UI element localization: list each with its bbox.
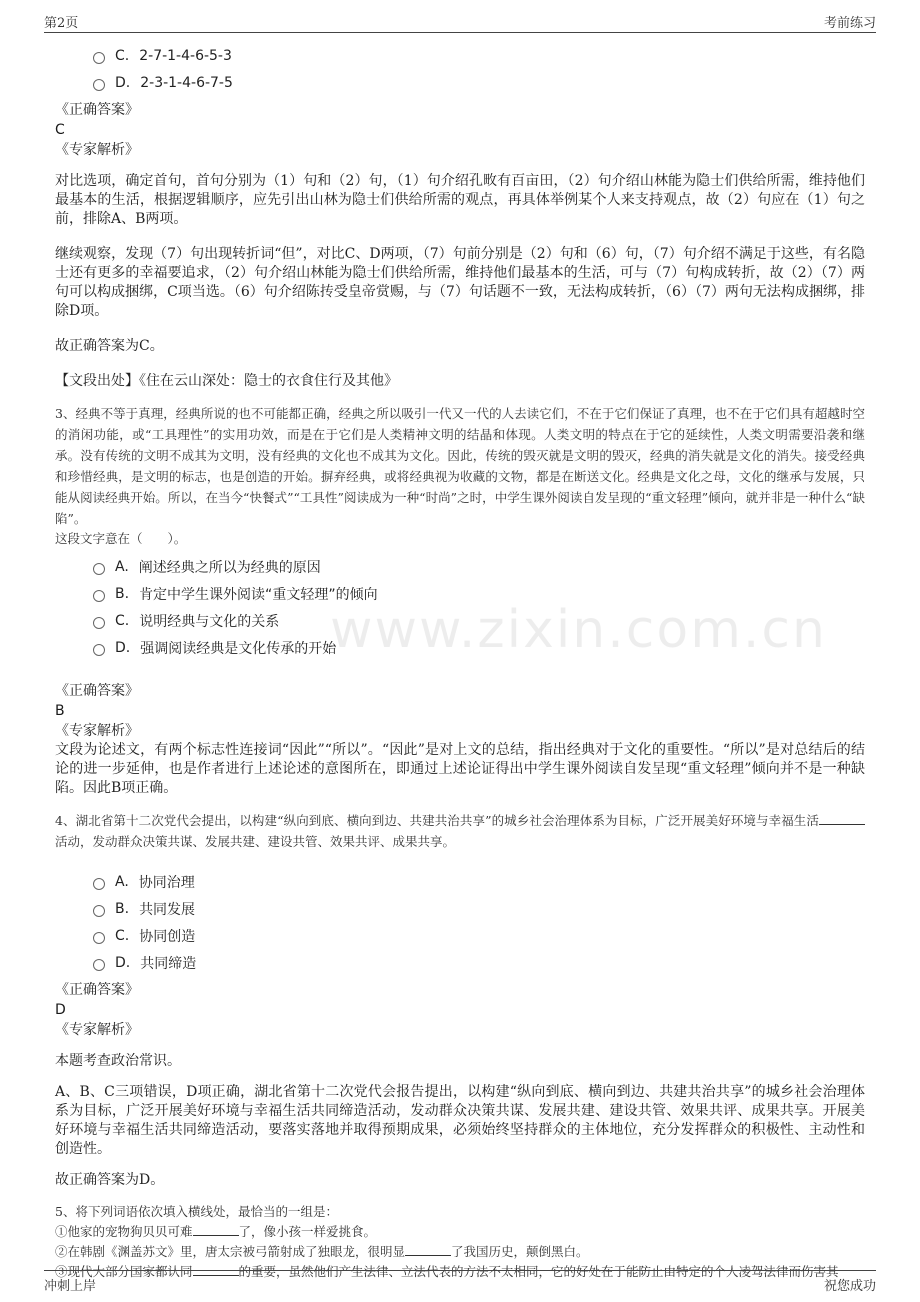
q5-line-3: ③现代大部分国家都认同 的重要，虽然他们产生法律、立法代表的方法不太相同，它的好处在于能防止由特定的个人凌驾法律而伤害其 <box>55 1264 839 1279</box>
radio-icon[interactable] <box>93 52 105 64</box>
q4-answer: D <box>55 1002 66 1018</box>
q2-analysis-conclusion: 故正确答案为C。 <box>55 338 164 354</box>
q5-title: 5、将下列词语依次填入横线处，最恰当的一组是： <box>55 1204 338 1219</box>
header-title: 考前练习 <box>823 16 876 31</box>
radio-icon[interactable] <box>93 932 105 944</box>
q3-answer: B <box>55 703 65 719</box>
q4-options <box>93 868 865 976</box>
q3-answer-label: 《正确答案》 <box>55 683 139 699</box>
q4-passage: 4、湖北省第十二次党代会提出，以构建“纵向到底、横向到边、共建共治共享”的城乡社会治理体系为目标，广泛开展美好环境与幸福生活活动，发动群众决策共谋、发展共建、建设共管、效果共评、成果共享。 <box>55 810 865 852</box>
page-header <box>44 10 876 33</box>
radio-icon[interactable] <box>93 959 105 971</box>
q3-analysis: 文段为论述文，有两个标志性连接词“因此”“所以”。“因此”是对上文的总结，指出经典对于文化的重要性。“所以”是对总结后的结论的进一步延伸，也是作者进行上述论述的意图所在，即通过上述论证得出中学生课外阅读自发呈现“重文轻理”倾向并不是一种缺陷。因此B项正确。 <box>55 742 865 796</box>
page-footer <box>44 1270 876 1295</box>
document-body <box>55 42 865 1282</box>
q2-option-d[interactable]: D. 2-3-1-4-6-7-5 <box>93 69 865 96</box>
q4-option-b[interactable]: B. 共同发展 <box>93 895 865 922</box>
radio-icon[interactable] <box>93 617 105 629</box>
footer-right-text: 祝您成功 <box>823 1279 876 1294</box>
q2-option-c[interactable]: C. 2-7-1-4-6-5-3 <box>93 42 865 69</box>
q2-options <box>93 42 865 96</box>
q5-line-2: ②在韩剧《渊盖苏文》里，唐太宗被弓箭射成了独眼龙，很明显 了我国历史，颠倒黑白。 <box>55 1244 589 1259</box>
fill-blank <box>819 812 865 825</box>
q2-answer-label: 《正确答案》 <box>55 102 139 118</box>
q2-analysis-label: 《专家解析》 <box>55 142 139 158</box>
q3-passage: 3、经典不等于真理，经典所说的也不可能都正确，经典之所以吸引一代又一代的人去读它们，不在于它们保证了真理，也不在于它们具有超越时空的消闲功能，或“工具理性”的实用功效，而是在于它们是人类精神文明的结晶和体现。人类文明的特点在于它的延续性，人类文明需要沿袭和继承。没有传统的文明不成其为文明，没有经典的文化也不成其为文化。因此，传统的毁灭就是文明的毁灭，经典的消失就是文化的消失。接受经典和珍惜经典，是文明的标志，也是创造的开始。摒弃经典，或将经典视为收藏的文物，都是在断送文化。经典是文化之母，文化的继承与发展，只能从阅读经典开始。所以，在当今“快餐式”“工具性”阅读成为一种“时尚”之时，中学生课外阅读自发呈现的“重文轻理”倾向，就并非是一种什么“缺陷”。 <box>55 406 865 526</box>
radio-icon[interactable] <box>93 590 105 602</box>
q4-option-c[interactable]: C. 协同创造 <box>93 922 865 949</box>
radio-icon[interactable] <box>93 644 105 656</box>
fill-blank <box>405 1243 451 1256</box>
q3-option-d[interactable]: D. 强调阅读经典是文化传承的开始 <box>93 634 865 661</box>
q3-options <box>93 553 865 661</box>
q4-answer-label: 《正确答案》 <box>55 982 139 998</box>
q4-analysis-label: 《专家解析》 <box>55 1022 139 1038</box>
watermark: www.zixin.com.cn <box>330 600 827 660</box>
q3-option-a[interactable]: A. 阐述经典之所以为经典的原因 <box>93 553 865 580</box>
q4-option-a[interactable]: A. 协同治理 <box>93 868 865 895</box>
q3-option-c[interactable]: C. 说明经典与文化的关系 <box>93 607 865 634</box>
footer-left-text: 冲刺上岸 <box>44 1279 97 1294</box>
radio-icon[interactable] <box>93 905 105 917</box>
q4-analysis-para-2: A、B、C三项错误，D项正确，湖北省第十二次党代会报告提出，以构建“纵向到底、横向到边、共建共治共享”的城乡社会治理体系为目标，广泛开展美好环境与幸福生活共同缔造活动，发动群众决策共谋、发展共建、建设共管、效果共评、成果共享。开展美好环境与幸福生活共同缔造活动，要落实落地并取得预期成果，必须始终坚持群众的主体地位，充分发挥群众的积极性、主动性和创造性。 <box>55 1084 865 1157</box>
q3-option-b[interactable]: B. 肯定中学生课外阅读“重文轻理”的倾向 <box>93 580 865 607</box>
q4-analysis-conclusion: 故正确答案为D。 <box>55 1172 165 1188</box>
radio-icon[interactable] <box>93 79 105 91</box>
radio-icon[interactable] <box>93 878 105 890</box>
q4-analysis-para-1: 本题考查政治常识。 <box>55 1053 181 1069</box>
q3-analysis-label: 《专家解析》 <box>55 723 139 739</box>
q2-analysis-para-1: 对比选项，确定首句，首句分别为（1）句和（2）句，（1）句介绍孔畋有百亩田，（2）句介绍山林能为隐士们供给所需，维持他们最基本的生活，根据逻辑顺序，应先引出山林为隐士们供给所需的观点，再具体举例某个人来支持观点，故（2）句应在（1）句之前，排除A、B两项。 <box>55 173 865 227</box>
q3-prompt: 这段文字意在（ ）。 <box>55 531 187 546</box>
q4-option-d[interactable]: D. 共同缔造 <box>93 949 865 976</box>
fill-blank <box>193 1223 239 1236</box>
q5-line-1: ①他家的宠物狗贝贝可难 了，像小孩一样爱挑食。 <box>55 1224 377 1239</box>
q2-source: 【文段出处】《住在云山深处：隐士的衣食住行及其他》 <box>55 373 398 389</box>
page-number: 第2页 <box>44 16 79 31</box>
q2-answer: C <box>55 122 65 138</box>
q2-analysis-para-2: 继续观察，发现（7）句出现转折词“但”，对比C、D两项，（7）句前分别是（2）句和（6）句，（7）句介绍不满足于这些，有名隐士还有更多的幸福要追求，（2）句介绍山林能为隐士们供给所需，维持他们最基本的生活，可与（7）句构成转折，故（2）（7）两句可以构成捆绑，C项当选。（6）句介绍陈抟受皇帝赏赐，与（7）句话题不一致，无法构成转折，（6）（7）两句无法构成捆绑，排除D项。 <box>55 246 865 319</box>
radio-icon[interactable] <box>93 563 105 575</box>
